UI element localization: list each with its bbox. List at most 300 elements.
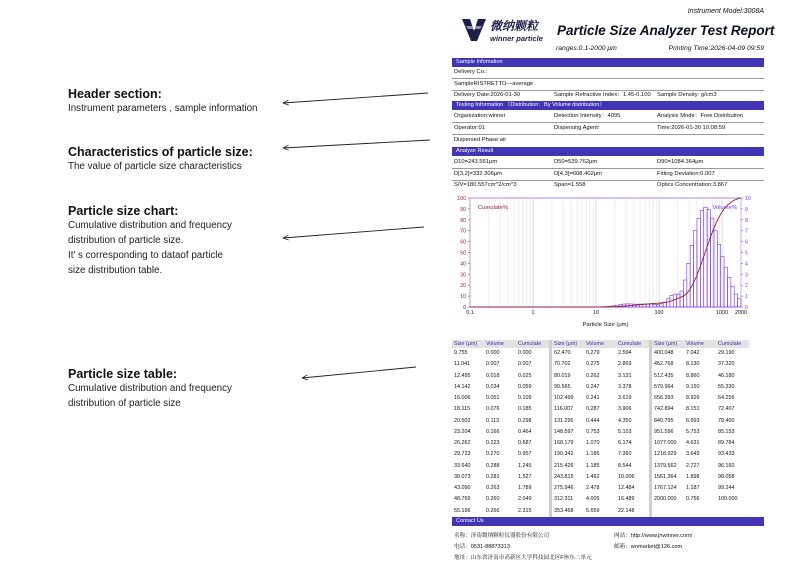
table-cell: 0.076	[486, 406, 500, 413]
table-cell: 0.687	[518, 440, 532, 446]
table-cell: 26.262	[454, 440, 471, 446]
annotation-heading: Characteristics of particle size:	[68, 145, 253, 159]
table-cell: 70.702	[554, 361, 571, 368]
sample-row-3	[452, 90, 764, 101]
volume-bar	[650, 304, 653, 307]
table-header-cell: Cumulate	[718, 341, 742, 347]
table-cell: 20.502	[454, 417, 471, 424]
phone: 电话：0531-88873313	[454, 544, 510, 550]
y-left-tick-label: 30	[460, 272, 466, 279]
y-left-tick-label: 20	[460, 283, 466, 290]
table-cell: 0.034	[486, 383, 500, 390]
table-cell: 4.005	[586, 496, 600, 503]
y-left-tick-label: 90	[460, 206, 466, 213]
table-cell: 43.090	[454, 485, 471, 491]
d32: D[3,2]=332.306μm	[454, 171, 502, 177]
table-cell: 742.894	[654, 406, 674, 413]
volume-bar	[660, 304, 663, 307]
table-cell: 0.007	[486, 361, 500, 368]
table-row	[552, 494, 649, 505]
y-right-tick-label: 7	[745, 228, 748, 235]
table-cell: 1077.000	[654, 440, 677, 446]
table-cell: 5.103	[618, 428, 632, 435]
table-cell: 8.130	[686, 361, 700, 368]
table-cell: 55.196	[454, 507, 471, 514]
table-header-cell: Size (μm)	[654, 341, 678, 347]
y-right-tick-label: 4	[745, 261, 748, 268]
table-cell: 400.048	[654, 350, 674, 356]
table-row	[452, 449, 549, 460]
table-cell: 1767.124	[654, 485, 677, 491]
table-cell: 0.270	[486, 451, 500, 458]
annotation-line: distribution of particle size	[68, 398, 181, 409]
table-column-separator	[649, 340, 652, 518]
volume-bar	[680, 291, 683, 307]
volume-label: Volume%	[712, 205, 737, 211]
test-report	[452, 0, 775, 565]
table-cell: 98.058	[718, 473, 735, 480]
table-row	[552, 359, 649, 370]
table-cell: 0.444	[586, 417, 600, 424]
table-row	[552, 483, 649, 494]
table-row	[652, 416, 749, 427]
organization: Organization:winner	[454, 113, 506, 119]
table-cell: 10.006	[618, 473, 635, 480]
table-cell: 168.179	[554, 440, 574, 446]
table-cell: 512.435	[654, 372, 674, 379]
annotation-line: The value of particle size characteristics	[68, 161, 242, 172]
detection-intensity: Detection Intensity：4095	[554, 113, 621, 119]
table-cell: 0.059	[518, 383, 532, 390]
table-row	[452, 494, 549, 505]
table-cell: 29.190	[718, 350, 735, 356]
table-row	[552, 438, 649, 449]
d90: D90=1084.364μm	[657, 159, 704, 165]
table-cell: 2.478	[586, 485, 600, 491]
table-cell: 0.266	[486, 507, 500, 514]
sample-row-2	[452, 79, 764, 90]
table-cell: 215.426	[554, 462, 574, 469]
email: 邮箱：wnmarket@126.com	[614, 544, 683, 550]
y-right-tick-label: 3	[745, 272, 748, 279]
table-row	[652, 359, 749, 370]
table-cell: 0.018	[486, 372, 500, 379]
table-cell: 12.484	[618, 485, 635, 491]
table-row	[452, 461, 549, 472]
analyse-result-header: Analyse Result	[452, 147, 764, 156]
analyse-row-2	[452, 169, 764, 180]
testing-row-1	[452, 111, 764, 122]
table-cell: 72.407	[718, 406, 735, 413]
table-cell: 1.187	[686, 485, 700, 491]
table-cell: 0.109	[518, 395, 532, 401]
table-cell: 6.993	[686, 417, 700, 424]
contact-header: Contact Us	[452, 517, 764, 526]
table-row	[652, 494, 749, 505]
table-cell: 0.000	[486, 350, 500, 356]
table-cell: 6.174	[618, 440, 632, 446]
y-left-tick-label: 80	[460, 217, 466, 224]
table-cell: 190.342	[554, 451, 574, 458]
table-cell: 0.185	[518, 406, 532, 413]
table-cell: 12.495	[454, 372, 471, 379]
table-row	[552, 427, 649, 438]
table-cell: 3.649	[686, 451, 700, 458]
testing-row-2	[452, 123, 764, 134]
table-row	[652, 393, 749, 404]
table-cell: 7.360	[618, 451, 632, 458]
analysis-mode: Analysis Mode：Free Distribution	[657, 113, 744, 119]
table-cell: 0.263	[486, 485, 500, 491]
table-cell: 16.489	[618, 496, 635, 503]
x-tick-label: 10	[593, 310, 600, 316]
y-left-tick-label: 70	[460, 228, 466, 235]
table-row	[652, 348, 749, 359]
table-cell: 8.544	[618, 462, 632, 469]
table-cell: 5.659	[586, 507, 600, 514]
surface-volume: S/V=180.557cm^2/cm^3	[454, 182, 517, 188]
table-cell: 9.755	[454, 350, 468, 356]
table-cell: 2.049	[518, 496, 532, 503]
table-row	[452, 371, 549, 382]
table-header-cell: Size (μm)	[454, 341, 478, 347]
table-row	[552, 371, 649, 382]
table-cell: 62.470	[554, 350, 571, 356]
test-time: Time:2026-01-30 10:08:59	[657, 125, 726, 131]
table-cell: 2.594	[618, 350, 632, 356]
table-row	[452, 359, 549, 370]
table-row	[652, 461, 749, 472]
analyse-row-3	[452, 180, 764, 191]
x-axis-label: Particle Size (μm)	[582, 322, 629, 328]
table-cell: 0.957	[518, 451, 532, 458]
sample-name: SampleRISTRETTO—average	[454, 81, 534, 87]
table-cell: 2.727	[686, 462, 700, 469]
table-cell: 0.223	[486, 440, 500, 446]
table-row	[452, 404, 549, 415]
y-left-tick-label: 40	[460, 261, 466, 268]
annotation-line: distribution of particle size.	[68, 235, 184, 246]
table-cell: 579.964	[654, 383, 674, 390]
refractive-index: Sample Refractive Index：1.45-0.100	[554, 92, 651, 98]
table-cell: 14.142	[454, 383, 471, 390]
table-cell: 2000.000	[654, 496, 677, 503]
volume-bar	[724, 267, 727, 307]
table-cell: 148.597	[554, 428, 574, 435]
d10: D10=243.561μm	[454, 159, 498, 165]
table-cell: 0.288	[486, 462, 500, 469]
table-header-row	[652, 340, 749, 348]
table-row	[552, 382, 649, 393]
table-cell: 0.247	[586, 383, 600, 390]
table-cell: 80.019	[554, 372, 571, 379]
website: 网站：http://www.jnwinner.com/	[614, 533, 693, 539]
y-right-tick-label: 1	[745, 294, 748, 301]
annotation-line: size distribution table.	[68, 265, 163, 276]
table-cell: 353.468	[554, 507, 574, 514]
table-cell: 8.151	[686, 406, 700, 413]
volume-bar	[721, 257, 724, 307]
table-row	[652, 472, 749, 483]
table-row	[452, 382, 549, 393]
table-row	[452, 506, 549, 517]
table-header-cell: Size (μm)	[554, 341, 578, 347]
table-row	[452, 472, 549, 483]
annotation-line: Cumulative distribution and frequency	[68, 220, 232, 231]
table-cell: 9.150	[686, 383, 700, 390]
table-row	[552, 348, 649, 359]
address: 地址：山东省济南市高新区大学科技园北区F座东二单元	[454, 555, 592, 561]
table-cell: 116.007	[554, 406, 574, 413]
table-cell: 48.769	[454, 496, 471, 503]
table-cell: 0.260	[486, 496, 500, 503]
d43: D[4,3]=608.402μm	[554, 171, 602, 177]
table-cell: 33.640	[454, 462, 471, 469]
testing-row-3	[452, 135, 764, 146]
table-column-separator	[549, 340, 552, 518]
table-row	[452, 483, 549, 494]
d50: D50=539.762μm	[554, 159, 598, 165]
table-cell: 1379.562	[654, 462, 677, 469]
dispersing-agent: Dispersing Agent:	[554, 125, 600, 131]
table-row	[452, 393, 549, 404]
table-row	[652, 449, 749, 460]
volume-bar	[697, 218, 700, 307]
winner-particle-logo	[460, 16, 552, 44]
y-right-tick-label: 9	[745, 206, 748, 213]
table-column-2	[552, 340, 649, 517]
table-cell: 0.007	[518, 361, 532, 368]
table-cell: 64.256	[718, 395, 735, 401]
logo-cn: 微纳颗粒	[490, 19, 539, 33]
table-cell: 1.527	[518, 473, 532, 480]
table-cell: 79.400	[718, 417, 735, 424]
x-tick-label: 100	[654, 310, 664, 316]
table-cell: 16.006	[454, 395, 471, 401]
table-cell: 0.262	[586, 372, 600, 379]
table-cell: 1.789	[518, 485, 532, 491]
table-cell: 5.753	[686, 428, 700, 435]
operator: Operator:01	[454, 125, 485, 131]
table-row	[452, 427, 549, 438]
particle-size-chart	[452, 192, 764, 332]
x-tick-label: 1	[531, 310, 535, 316]
table-row	[652, 371, 749, 382]
table-cell: 29.723	[454, 451, 471, 458]
table-header-cell: Volume	[586, 341, 604, 347]
table-cell: 131.295	[554, 417, 574, 424]
table-cell: 0.166	[486, 428, 500, 435]
table-row	[652, 483, 749, 494]
table-cell: 99.244	[718, 485, 735, 491]
table-cell: 0.464	[518, 428, 532, 435]
testing-info-header: Testing Information （Distribution：By Volume distribution）	[452, 101, 764, 110]
table-cell: 0.287	[586, 406, 600, 413]
dispersed-phase: Dispersed Phase:air	[454, 137, 507, 143]
cumulate-label: Cumulate%	[478, 205, 508, 211]
table-row	[452, 438, 549, 449]
table-cell: 23.204	[454, 428, 471, 435]
annotation-line: It' s corresponding to dataof particle	[68, 250, 223, 261]
annotation-line: Instrument parameters , sample information	[68, 103, 258, 114]
table-cell: 85.153	[718, 428, 735, 435]
annotation-heading: Particle size table:	[68, 367, 178, 381]
annotation-heading: Header section:	[68, 87, 162, 101]
table-row	[552, 393, 649, 404]
volume-bar	[738, 299, 741, 307]
table-row	[452, 348, 549, 359]
annotation-line: Cumulative distribution and frequency	[68, 383, 232, 394]
table-cell: 4.350	[618, 417, 632, 424]
table-cell: 3.131	[618, 372, 632, 379]
table-cell: 452.768	[654, 361, 674, 368]
table-cell: 0.753	[586, 428, 600, 435]
table-cell: 0.281	[486, 473, 500, 480]
annotation-table	[68, 367, 328, 411]
table-cell: 243.815	[554, 473, 574, 480]
volume-bar	[731, 286, 734, 307]
table-header-cell: Cumulate	[518, 341, 542, 347]
annotation-header	[68, 87, 328, 116]
table-cell: 312.311	[554, 496, 574, 503]
analyse-row-1	[452, 157, 764, 168]
y-right-tick-label: 2	[745, 283, 748, 290]
table-cell: 0.756	[686, 496, 700, 503]
y-left-tick-label: 0	[463, 305, 466, 311]
table-cell: 3.619	[618, 395, 632, 401]
instrument-model: Instrument Model:3008A	[687, 8, 764, 15]
table-row	[452, 416, 549, 427]
table-cell: 2.869	[618, 361, 632, 368]
table-cell: 3.906	[618, 406, 632, 413]
table-cell: 1.462	[586, 473, 600, 480]
volume-bar	[677, 294, 680, 307]
table-cell: 8.860	[686, 372, 700, 379]
y-right-tick-label: 10	[745, 196, 751, 202]
table-row	[552, 449, 649, 460]
table-cell: 93.433	[718, 451, 735, 458]
volume-bar	[727, 277, 730, 307]
table-cell: 3.378	[618, 383, 632, 390]
volume-bar	[694, 230, 697, 307]
volume-bar	[714, 231, 717, 307]
sample-density: Sample Density: g/cm3	[657, 92, 717, 98]
table-cell: 89.784	[718, 440, 735, 446]
table-cell: 0.113	[486, 417, 500, 424]
y-right-tick-label: 0	[745, 305, 748, 311]
table-cell: 0.275	[586, 361, 600, 368]
table-cell: 11.041	[454, 361, 471, 368]
table-cell: 55.330	[718, 383, 735, 390]
table-cell: 102.499	[554, 395, 574, 401]
table-header-cell: Volume	[486, 341, 504, 347]
table-cell: 275.946	[554, 485, 574, 491]
table-header-row	[552, 340, 649, 348]
table-cell: 0.051	[486, 395, 500, 401]
table-cell: 0.279	[586, 350, 600, 356]
sample-info-header: Sample Infomation	[452, 58, 764, 67]
y-right-tick-label: 5	[745, 250, 748, 257]
table-cell: 37.320	[718, 361, 735, 368]
table-row	[552, 404, 649, 415]
table-row	[552, 461, 649, 472]
table-cell: 18.115	[454, 406, 471, 413]
table-row	[552, 506, 649, 517]
table-cell: 7.042	[686, 350, 700, 356]
table-cell: 1.898	[686, 473, 700, 480]
volume-bar	[666, 299, 669, 307]
volume-bar	[704, 207, 707, 307]
table-cell: 0.000	[518, 350, 532, 356]
logo-en: winner particle	[490, 34, 543, 43]
volume-bar	[690, 245, 693, 307]
table-cell: 1218.929	[654, 451, 677, 458]
table-cell: 100.000	[718, 496, 738, 503]
printing-time: Printing Time:2026-04-09 09:59	[668, 45, 764, 52]
delivery-date: Delivery Date:2026-01-30	[454, 92, 521, 98]
table-header-row	[452, 340, 549, 348]
table-cell: 1.185	[586, 462, 600, 469]
x-tick-label: 1000	[716, 310, 729, 316]
company-name: 名称：济南微纳颗粒仪器股份有限公司	[454, 533, 550, 539]
table-row	[652, 427, 749, 438]
fitting-deviation: Fitting Deviation:0.007	[657, 171, 715, 177]
x-tick-label: 2000	[735, 310, 747, 316]
table-cell: 1.070	[586, 440, 600, 446]
table-header-cell: Volume	[686, 341, 704, 347]
table-row	[652, 404, 749, 415]
y-left-tick-label: 10	[460, 294, 466, 301]
table-cell: 4.631	[686, 440, 700, 446]
table-row	[552, 472, 649, 483]
table-cell: 2.315	[518, 507, 532, 514]
table-cell: 1561.364	[654, 473, 677, 480]
volume-bar	[734, 294, 737, 307]
table-cell: 0.298	[518, 417, 532, 424]
table-cell: 951.596	[654, 428, 674, 435]
table-cell: 840.795	[654, 417, 674, 424]
table-cell: 46.180	[718, 372, 735, 379]
annotation-chart	[68, 204, 328, 278]
table-column-3	[652, 340, 749, 506]
table-cell: 38.073	[454, 473, 471, 480]
span: Span=1.558	[554, 182, 586, 188]
y-left-tick-label: 50	[460, 250, 466, 257]
table-cell: 22.148	[618, 507, 635, 514]
table-row	[552, 416, 649, 427]
table-column-1	[452, 340, 549, 517]
y-left-tick-label: 60	[460, 239, 466, 246]
table-cell: 96.160	[718, 462, 735, 469]
table-row	[652, 382, 749, 393]
optics-concentration: Optics Concentration:3.867	[657, 182, 728, 188]
table-cell: 8.926	[686, 395, 700, 401]
y-left-tick-label: 100	[457, 196, 466, 202]
table-cell: 656.393	[654, 395, 674, 401]
y-right-tick-label: 8	[745, 217, 748, 224]
volume-bar	[707, 210, 710, 307]
table-header-cell: Cumulate	[618, 341, 642, 347]
table-cell: 90.565	[554, 383, 571, 390]
volume-bar	[687, 263, 690, 307]
sample-row-1	[452, 67, 764, 78]
y-right-tick-label: 6	[745, 239, 748, 246]
report-title: Particle Size Analyzer Test Report	[557, 23, 775, 38]
table-cell: 0.241	[586, 395, 600, 401]
delivery-co: Delivery Co.:	[454, 69, 488, 75]
x-tick-label: 0.1	[466, 310, 474, 316]
table-cell: 0.025	[518, 372, 532, 379]
